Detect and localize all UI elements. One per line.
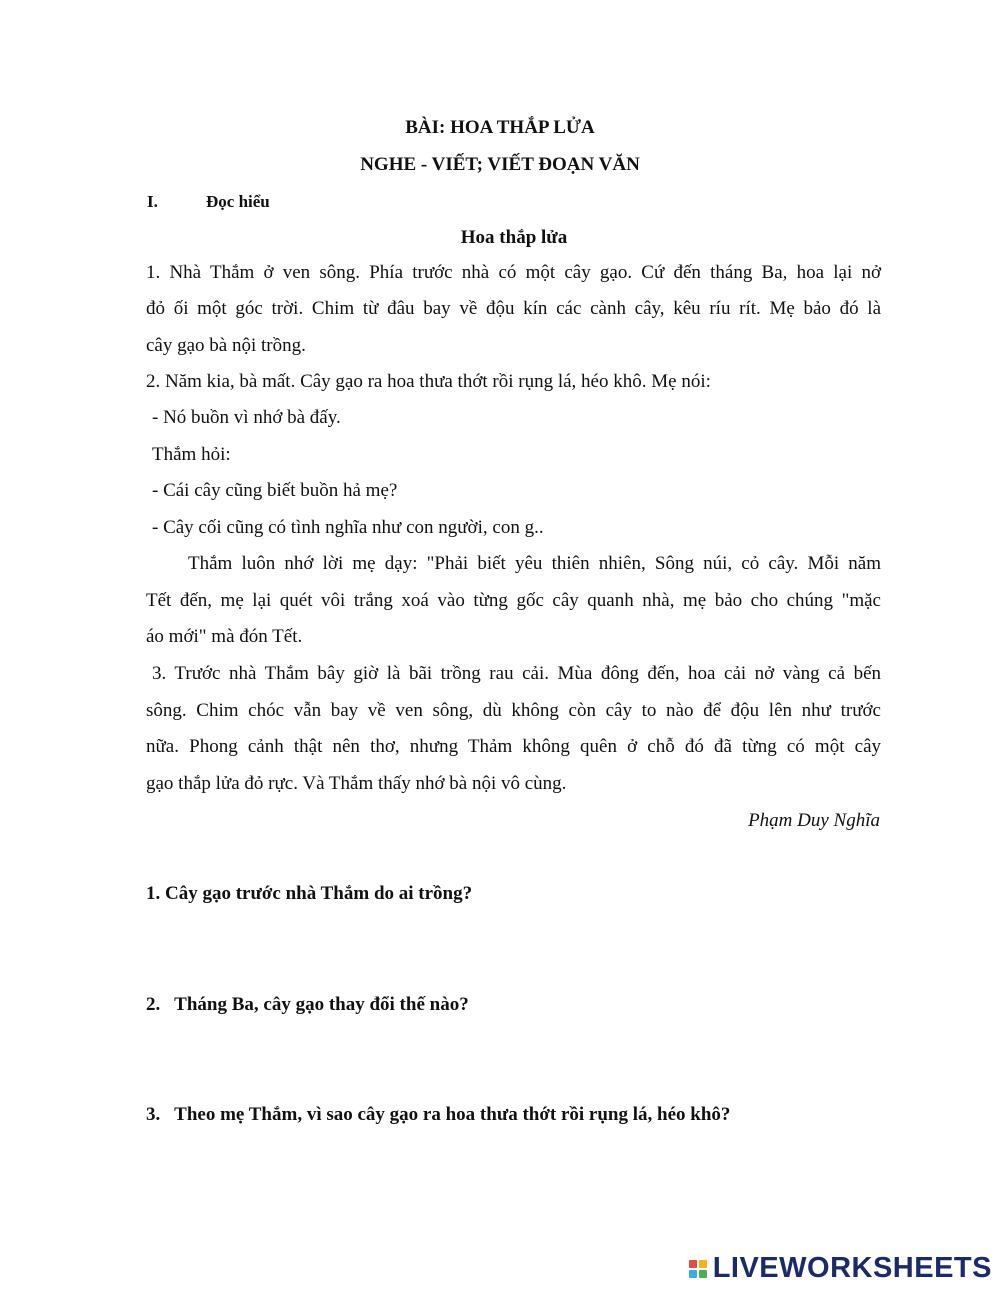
brand-name: LIVEWORKSHEETS	[712, 1252, 992, 1284]
logo-blocks-icon	[689, 1260, 707, 1278]
story-line: 2. Năm kia, bà mất. Cây gạo ra hoa thưa thớt rồi rụng lá, héo khô. Mẹ nói:	[146, 371, 711, 392]
logo-block	[699, 1260, 707, 1268]
lesson-subtitle: NGHE - VIẾT; VIẾT ĐOẠN VĂN	[360, 154, 640, 175]
story-title: Hoa thắp lửa	[460, 227, 568, 248]
story-author: Phạm Duy Nghĩa	[748, 810, 880, 831]
lesson-title: BÀI: HOA THẮP LỬA	[405, 117, 595, 138]
logo-block	[689, 1260, 697, 1268]
question-2: 2. Tháng Ba, cây gạo thay đổi thế nào?	[146, 994, 469, 1015]
story-line: nữa. Phong cảnh thật nên thơ, nhưng Thảm không quên ở chỗ đó đã từng có một cây	[146, 736, 881, 757]
story-line: Tết đến, mẹ lại quét vôi trắng xoá vào từng gốc cây quanh nhà, mẹ bảo cho chúng "mặc	[146, 590, 881, 611]
story-line: - Cái cây cũng biết buồn hả mẹ?	[152, 480, 398, 501]
section-number: I.	[147, 192, 158, 211]
story-line: - Cây cối cũng có tình nghĩa như con người, con g..	[152, 517, 544, 538]
liveworksheets-logo[interactable]	[689, 1252, 992, 1285]
story-line: cây gạo bà nội trồng.	[146, 335, 306, 356]
story-line: áo mới" mà đón Tết.	[146, 626, 303, 647]
logo-block	[689, 1270, 697, 1278]
story-line: 3. Trước nhà Thắm bây giờ là bãi trồng rau cải. Mùa đông đến, hoa cải nở vàng cả bến	[152, 663, 881, 684]
question-1: 1. Cây gạo trước nhà Thắm do ai trồng?	[146, 883, 473, 904]
story-line: đỏ ối một góc trời. Chim từ đâu bay về độu kín các cành cây, kêu ríu rít. Mẹ bảo đó là	[146, 298, 881, 319]
story-line: Thắm hỏi:	[152, 444, 231, 465]
question-3: 3. Theo mẹ Thắm, vì sao cây gạo ra hoa thưa thớt rồi rụng lá, héo khô?	[146, 1104, 731, 1125]
section-label: Đọc hiểu	[206, 192, 270, 211]
story-line: 1. Nhà Thắm ở ven sông. Phía trước nhà có một cây gạo. Cứ đến tháng Ba, hoa lại nở	[146, 262, 881, 283]
story-line: sông. Chim chóc vẫn bay về ven sông, dù không còn cây to nào để độu lên như trước	[146, 700, 881, 721]
logo-block	[699, 1270, 707, 1278]
story-line: - Nó buồn vì nhớ bà đấy.	[152, 407, 341, 428]
story-line: Thắm luôn nhớ lời mẹ dạy: "Phải biết yêu thiên nhiên, Sông núi, cỏ cây. Mỗi năm	[188, 553, 881, 574]
story-line: gạo thắp lửa đỏ rực. Và Thắm thấy nhớ bà nội vô cùng.	[146, 773, 567, 794]
